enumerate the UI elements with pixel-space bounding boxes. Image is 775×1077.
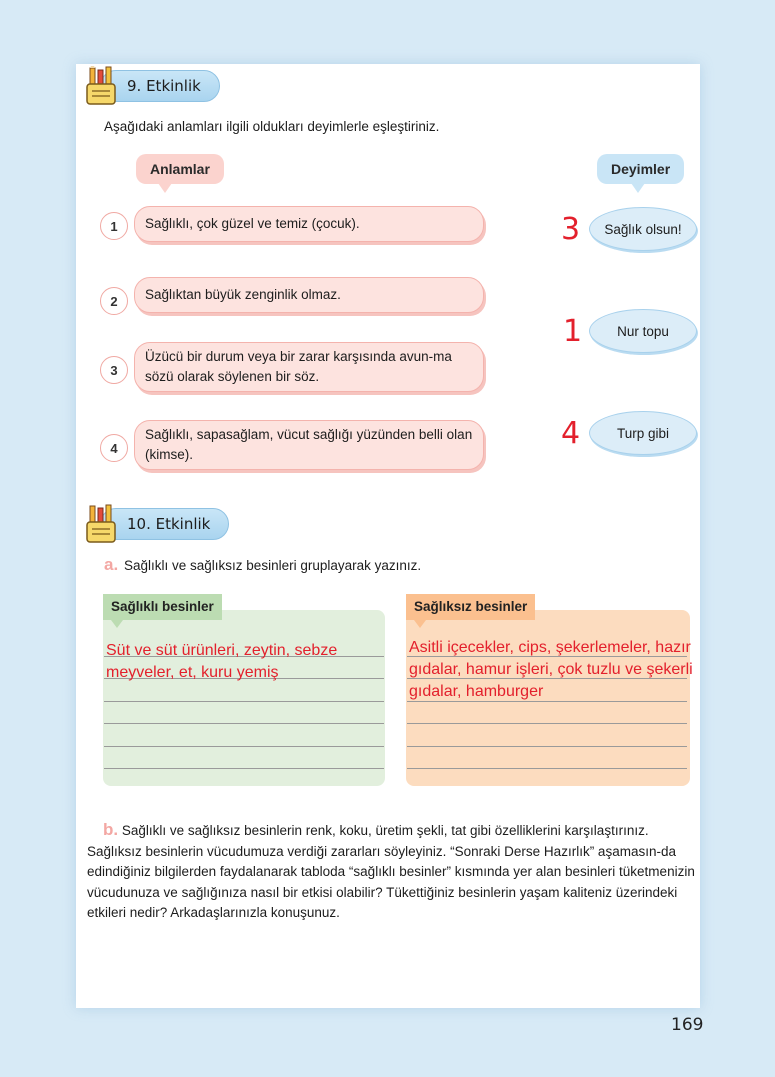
activity9-title: 9. Etkinlik <box>100 70 220 102</box>
writing-line <box>407 723 687 724</box>
activity10-title: 10. Etkinlik <box>100 508 229 540</box>
unhealthy-answer-line: gıdalar, hamur işleri, çok tuzlu ve şekerli <box>409 661 693 678</box>
healthy-answer-line: meyveler, et, kuru yemiş <box>106 664 279 681</box>
writing-line <box>104 723 384 724</box>
idiom-answer: 3 <box>561 212 581 247</box>
pencil-cup-icon <box>84 66 118 106</box>
idioms-label: Deyimler <box>597 154 684 184</box>
activity10-badge <box>84 504 229 544</box>
idiom-item: Turp gibi <box>589 411 697 455</box>
idiom-item: Sağlık olsun! <box>589 207 697 251</box>
pencil-cup-icon <box>84 504 118 544</box>
page-number: 169 <box>671 1015 704 1035</box>
meaning-item: Sağlıktan büyük zenginlik olmaz. <box>134 277 484 313</box>
part-b-paragraph <box>87 820 697 924</box>
part-a-instruction: Sağlıklı ve sağlıksız besinleri gruplayarak yazınız. <box>124 558 422 573</box>
unhealthy-answer-line: gıdalar, hamburger <box>409 683 544 700</box>
meaning-number: 2 <box>100 287 128 315</box>
idiom-answer: 1 <box>563 314 583 349</box>
meaning-item: Üzücü bir durum veya bir zarar karşısında avun-ma sözü olarak söylenen bir söz. <box>134 342 484 392</box>
writing-line <box>104 746 384 747</box>
meaning-number: 4 <box>100 434 128 462</box>
activity9-instruction: Aşağıdaki anlamları ilgili oldukları deyimlerle eşleştiriniz. <box>104 119 440 134</box>
writing-line <box>104 768 384 769</box>
meaning-item: Sağlıklı, sapasağlam, vücut sağlığı yüzünden belli olan (kimse). <box>134 420 484 470</box>
activity9-badge <box>84 66 220 106</box>
meaning-number: 1 <box>100 212 128 240</box>
part-b-letter: b. <box>103 820 119 839</box>
idiom-answer: 4 <box>561 416 581 451</box>
part-b-text: Sağlıklı ve sağlıksız besinlerin renk, koku, üretim şekli, tat gibi özelliklerini karşılaştırınız. Sağlıksız besinlerin vücudumuza verdiği zararları söyleyiniz. “Sonraki Derse Hazırlık” aşamasın-da edindiğiniz bilgilerden faydalanarak tabloda “sağlıklı besinler” kısmında yer alan besinleri tüketmenizin vücudunuza ve sağlığınıza nasıl bir etkisi olabilir? Tükettiğiniz besinlerin yaşam kaliteniz üzerindeki etkileri nedir? Arkadaşlarınızla konuşunuz. <box>87 823 695 920</box>
writing-line <box>104 701 384 702</box>
writing-line <box>407 768 687 769</box>
meaning-item: Sağlıklı, çok güzel ve temiz (çocuk). <box>134 206 484 242</box>
healthy-foods-box <box>103 610 385 786</box>
healthy-foods-label: Sağlıklı besinler <box>103 594 222 620</box>
healthy-answer-line: Süt ve süt ürünleri, zeytin, sebze <box>106 642 338 659</box>
unhealthy-answer-line: Asitli içecekler, cips, şekerlemeler, hazır <box>409 639 691 656</box>
writing-line <box>407 746 687 747</box>
meanings-label: Anlamlar <box>136 154 224 184</box>
idiom-item: Nur topu <box>589 309 697 353</box>
part-a-letter: a. <box>104 555 119 574</box>
unhealthy-foods-label: Sağlıksız besinler <box>406 594 535 620</box>
meaning-number: 3 <box>100 356 128 384</box>
